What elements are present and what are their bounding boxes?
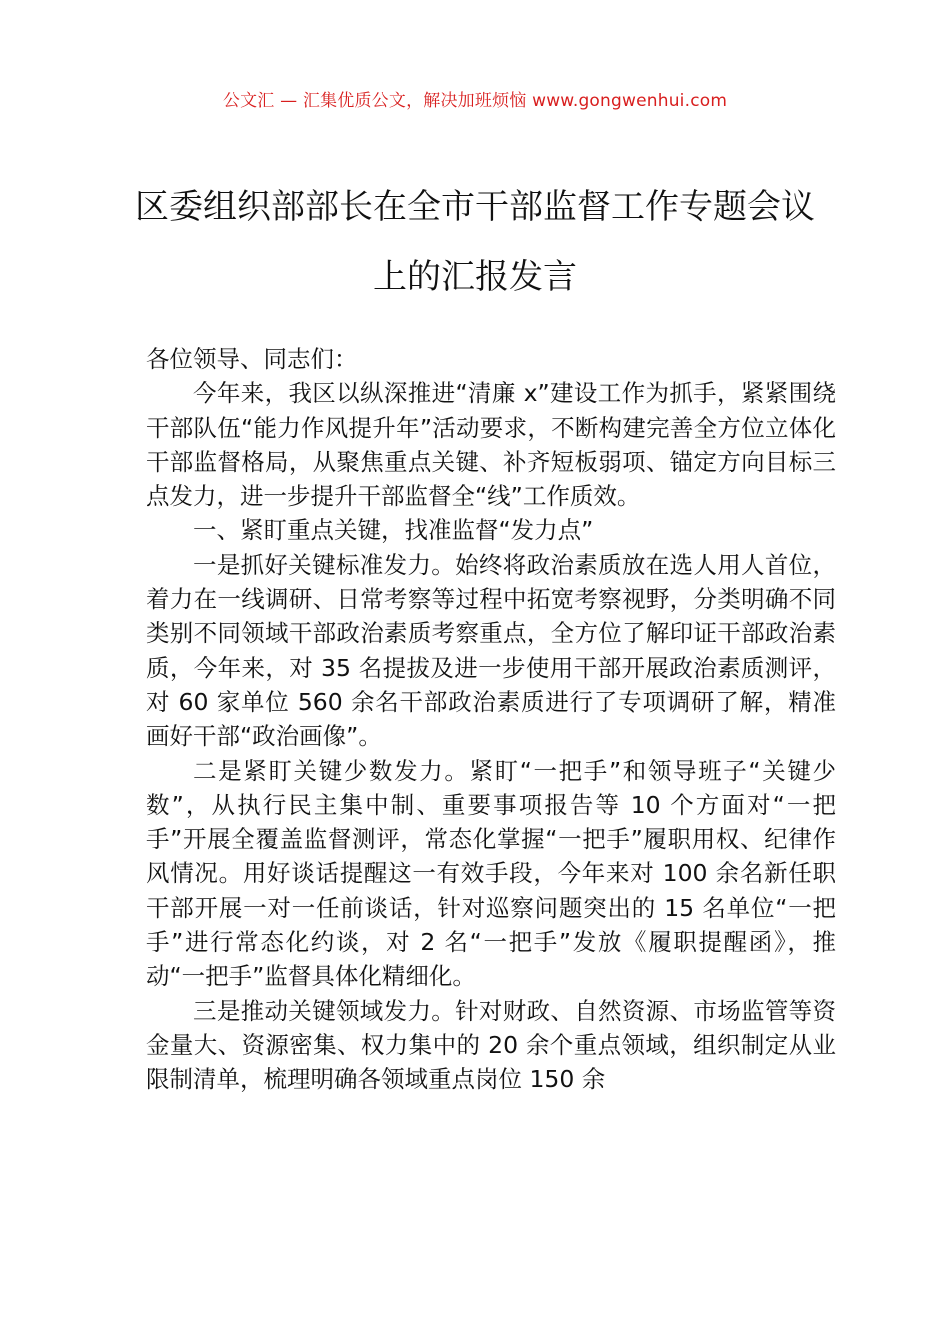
document-title: 区委组织部部长在全市干部监督工作专题会议上的汇报发言: [135, 187, 815, 297]
paragraph-intro: 今年来，我区以纵深推进“清廉 x”建设工作为抓手，紧紧围绕干部队伍“能力作风提升年”活动要求，不断构建完善全方位立体化干部监督格局，从聚焦重点关键、补齐短板弱项、锚定方向目标三点发力，进一步提升干部监督全“线”工作质效。: [146, 379, 836, 511]
paragraph-point-3: 三是推动关键领域发力。针对财政、自然资源、市场监管等资金量大、资源密集、权力集中的 20 余个重点领域，组织制定从业限制清单，梳理明确各领域重点岗位 150 余: [146, 996, 836, 1094]
paragraph-point-1: 一是抓好关键标准发力。始终将政治素质放在选人用人首位，着力在一线调研、日常考察等过程中拓宽考察视野，分类明确不同类别不同领域干部政治素质考察重点，全方位了解印证干部政治素质，今年来，对 35 名提拔及进一步使用干部开展政治素质测评，对 60 家单位 560 余名干部政治素质进行了专项调研了解，精准画好干部“政治画像”。: [146, 550, 836, 751]
paragraph-point-2: 二是紧盯关键少数发力。紧盯“一把手”和领导班子“关键少数”，从执行民主集中制、重要事项报告等 10 个方面对“一把手”开展全覆盖监督测评，常态化掌握“一把手”履职用权、纪律作风情况。用好谈话提醒这一有效手段，今年来对 100 余名新任职干部开展一对一任前谈话，针对巡察问题突出的 15 名单位“一把手”进行常态化约谈，对 2 名“一把手”发放《履职提醒函》，推动“一把手”监督具体化精细化。: [146, 756, 836, 991]
header-banner: 公文汇 — 汇集优质公文，解决加班烦恼 www.gongwenhui.com: [222, 91, 728, 111]
salutation: 各位领导、同志们：: [146, 345, 358, 373]
section-heading-1: 一、紧盯重点关键，找准监督“发力点”: [193, 516, 594, 545]
document-body: [146, 342, 836, 1097]
